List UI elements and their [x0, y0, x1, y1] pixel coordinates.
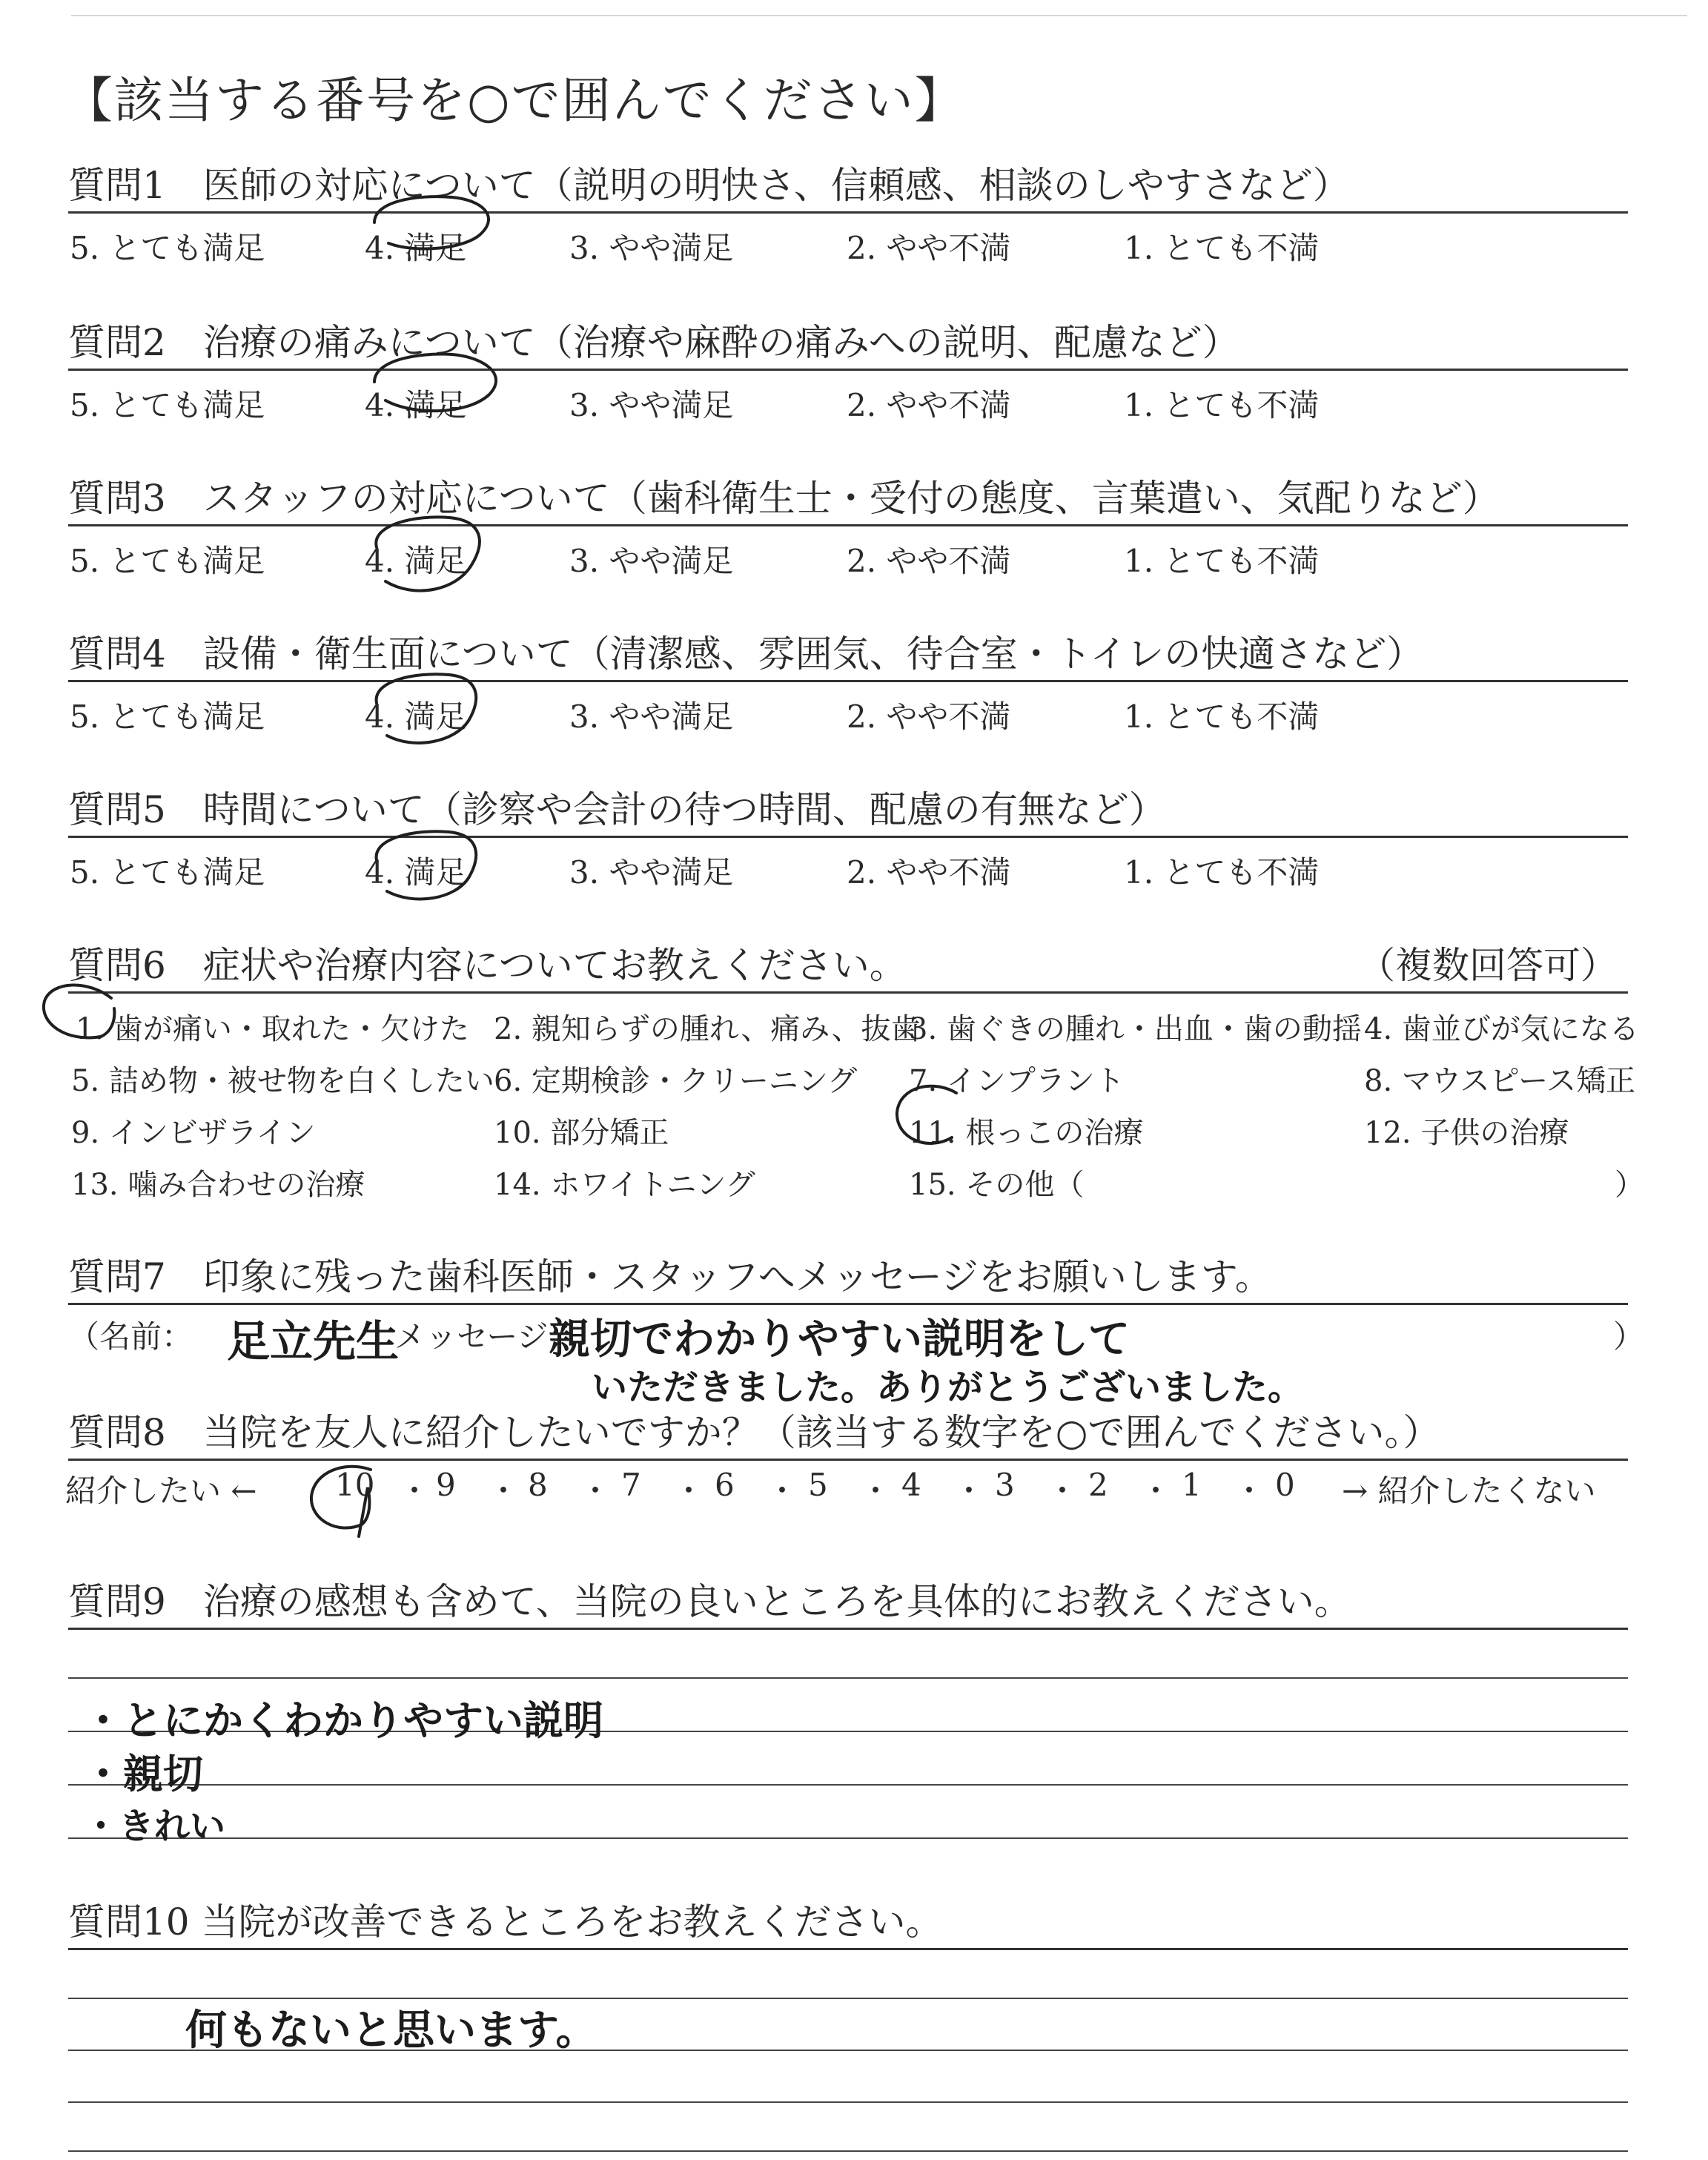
option-15-close: ） [1615, 1168, 1644, 1202]
option-2[interactable]: 2. やや不満 [847, 230, 1011, 266]
option-6[interactable]: 6. 定期検診・クリーニング [494, 1064, 858, 1098]
question-underline [68, 1459, 1628, 1461]
q9-answer-2[interactable]: ・親切 [83, 1751, 203, 1797]
scale-0[interactable]: 0 [1275, 1467, 1295, 1503]
option-2[interactable]: 2. やや不満 [847, 387, 1011, 423]
scale-8[interactable]: 8 [528, 1467, 548, 1503]
scale-dot: ・ [1234, 1473, 1265, 1509]
option-3[interactable]: 3. やや満足 [569, 230, 734, 266]
scale-2[interactable]: 2 [1088, 1467, 1108, 1503]
scale-dot: ・ [488, 1473, 520, 1509]
question-underline [68, 836, 1628, 838]
answer-line [68, 1677, 1628, 1679]
message-label: メッセージ： [394, 1318, 580, 1355]
scale-4[interactable]: 4 [901, 1467, 921, 1503]
question-title: 質問9 治療の感想も含めて、当院の良いところを具体的にお教えください。 [68, 1580, 1351, 1623]
scale-7[interactable]: 7 [621, 1467, 641, 1503]
option-11[interactable]: 11. 根っこの治療 [909, 1116, 1144, 1150]
answer-line [68, 2150, 1628, 2152]
scale-dot: ・ [953, 1473, 985, 1509]
name-label: （名前： [68, 1318, 193, 1355]
question-underline [68, 1303, 1628, 1305]
option-5[interactable]: 5. とても満足 [70, 698, 265, 735]
q10-answer[interactable]: 何もないと思います。 [185, 2007, 598, 2055]
question-title: 質問7 印象に残った歯科医師・スタッフへメッセージをお願いします。 [68, 1255, 1272, 1298]
option-4[interactable]: 4. 歯並びが気になる [1364, 1012, 1639, 1046]
option-14[interactable]: 14. ホワイトニング [494, 1168, 755, 1202]
option-1[interactable]: 1. とても不満 [1124, 854, 1320, 891]
option-3[interactable]: 3. やや満足 [569, 854, 734, 891]
option-2[interactable]: 2. やや不満 [847, 854, 1011, 891]
option-2[interactable]: 2. やや不満 [847, 698, 1011, 735]
scale-3[interactable]: 3 [995, 1467, 1015, 1503]
message-handwritten-line2[interactable]: いただきました。ありがとうございました。 [592, 1367, 1304, 1408]
question-underline [68, 991, 1628, 994]
message-close: ） [1613, 1318, 1645, 1355]
answer-line [68, 1784, 1628, 1786]
question-title: 質問10 当院が改善できるところをお教えください。 [68, 1900, 943, 1943]
scale-dot: ・ [673, 1473, 705, 1509]
option-3[interactable]: 3. やや満足 [569, 698, 734, 735]
question-title: 質問6 症状や治療内容についてお教えください。 [68, 944, 907, 987]
scale-dot: ・ [1140, 1473, 1172, 1509]
option-3[interactable]: 3. やや満足 [569, 543, 734, 579]
question-underline [68, 524, 1628, 526]
question-title: 質問2 治療の痛みについて（治療や麻酔の痛みへの説明、配慮など） [68, 321, 1239, 364]
option-1[interactable]: 1. とても不満 [1124, 543, 1320, 579]
answer-line [68, 1837, 1628, 1839]
option-1[interactable]: 1. とても不満 [1124, 387, 1320, 423]
option-3[interactable]: 3. 歯ぐきの腫れ・出血・歯の動揺 [909, 1012, 1362, 1046]
scale-dot: ・ [1047, 1473, 1079, 1509]
option-10[interactable]: 10. 部分矯正 [494, 1116, 669, 1150]
question-title: 質問1 医師の対応について（説明の明快さ、信頼感、相談のしやすさなど） [68, 164, 1350, 207]
option-2[interactable]: 2. やや不満 [847, 543, 1011, 579]
answer-line [68, 2101, 1628, 2103]
option-9[interactable]: 9. インビザライン [71, 1116, 316, 1150]
option-15[interactable]: 15. その他（ [909, 1168, 1085, 1202]
question-underline [68, 680, 1628, 682]
q9-answer-3[interactable]: ・きれい [83, 1806, 226, 1847]
option-5[interactable]: 5. とても満足 [70, 230, 265, 266]
scale-dot: ・ [767, 1473, 798, 1509]
option-4[interactable]: 4. 満足 [365, 387, 467, 423]
scale-9[interactable]: 9 [436, 1467, 456, 1503]
scale-10[interactable]: 10 [335, 1467, 375, 1503]
option-4[interactable]: 4. 満足 [365, 543, 467, 579]
scale-1[interactable]: 1 [1182, 1467, 1202, 1503]
option-1[interactable]: 1. とても不満 [1124, 230, 1320, 266]
scale-dot: ・ [860, 1473, 892, 1509]
question-underline [68, 1948, 1628, 1950]
question-title: 質問5 時間について（診察や会計の待つ時間、配慮の有無など） [68, 788, 1166, 831]
option-12[interactable]: 12. 子供の治療 [1364, 1116, 1569, 1150]
question-title: 質問8 当院を友人に紹介したいですか？（該当する数字を○で囲んでください。） [68, 1411, 1440, 1454]
name-handwritten[interactable]: 足立先生 [227, 1316, 400, 1367]
message-handwritten-line1[interactable]: 親切でわかりやすい説明をして [549, 1315, 1130, 1364]
option-5[interactable]: 5. とても満足 [70, 854, 265, 891]
option-5[interactable]: 5. 詰め物・被せ物を白くしたい [71, 1064, 494, 1098]
option-13[interactable]: 13. 噛み合わせの治療 [71, 1168, 365, 1202]
question-title: 質問3 スタッフの対応について（歯科衛生士・受付の態度、言葉遣い、気配りなど） [68, 477, 1500, 520]
option-5[interactable]: 5. とても満足 [70, 387, 265, 423]
question-underline [68, 211, 1628, 214]
option-8[interactable]: 8. マウスピース矯正 [1364, 1064, 1636, 1098]
option-2[interactable]: 2. 親知らずの腫れ、痛み、抜歯 [494, 1012, 921, 1046]
q9-answer-1[interactable]: ・とにかくわかりやすい説明 [83, 1697, 603, 1744]
question-underline [68, 369, 1628, 371]
option-7[interactable]: 7. インプラント [909, 1064, 1125, 1098]
top-border [71, 15, 1687, 16]
scale-6[interactable]: 6 [715, 1467, 735, 1503]
option-4[interactable]: 4. 満足 [365, 698, 467, 735]
option-3[interactable]: 3. やや満足 [569, 387, 734, 423]
option-1[interactable]: 1. 歯が痛い・取れた・欠けた [76, 1012, 469, 1046]
option-5[interactable]: 5. とても満足 [70, 543, 265, 579]
option-1[interactable]: 1. とても不満 [1124, 698, 1320, 735]
page-heading: 【該当する番号を○で囲んでください】 [64, 72, 965, 129]
scale-right-label: → 紹介したくない [1342, 1473, 1596, 1509]
scale-dot: ・ [399, 1473, 431, 1509]
scale-5[interactable]: 5 [808, 1467, 828, 1503]
multiple-answer-note: （複数回答可） [1358, 944, 1618, 987]
question-underline [68, 1628, 1628, 1630]
option-4[interactable]: 4. 満足 [365, 230, 467, 266]
scale-left-label: 紹介したい ← [65, 1473, 257, 1509]
option-4[interactable]: 4. 満足 [365, 854, 467, 891]
scale-dot: ・ [580, 1473, 612, 1509]
question-title: 質問4 設備・衛生面について（清潔感、雰囲気、待合室・トイレの快適さなど） [68, 633, 1424, 676]
